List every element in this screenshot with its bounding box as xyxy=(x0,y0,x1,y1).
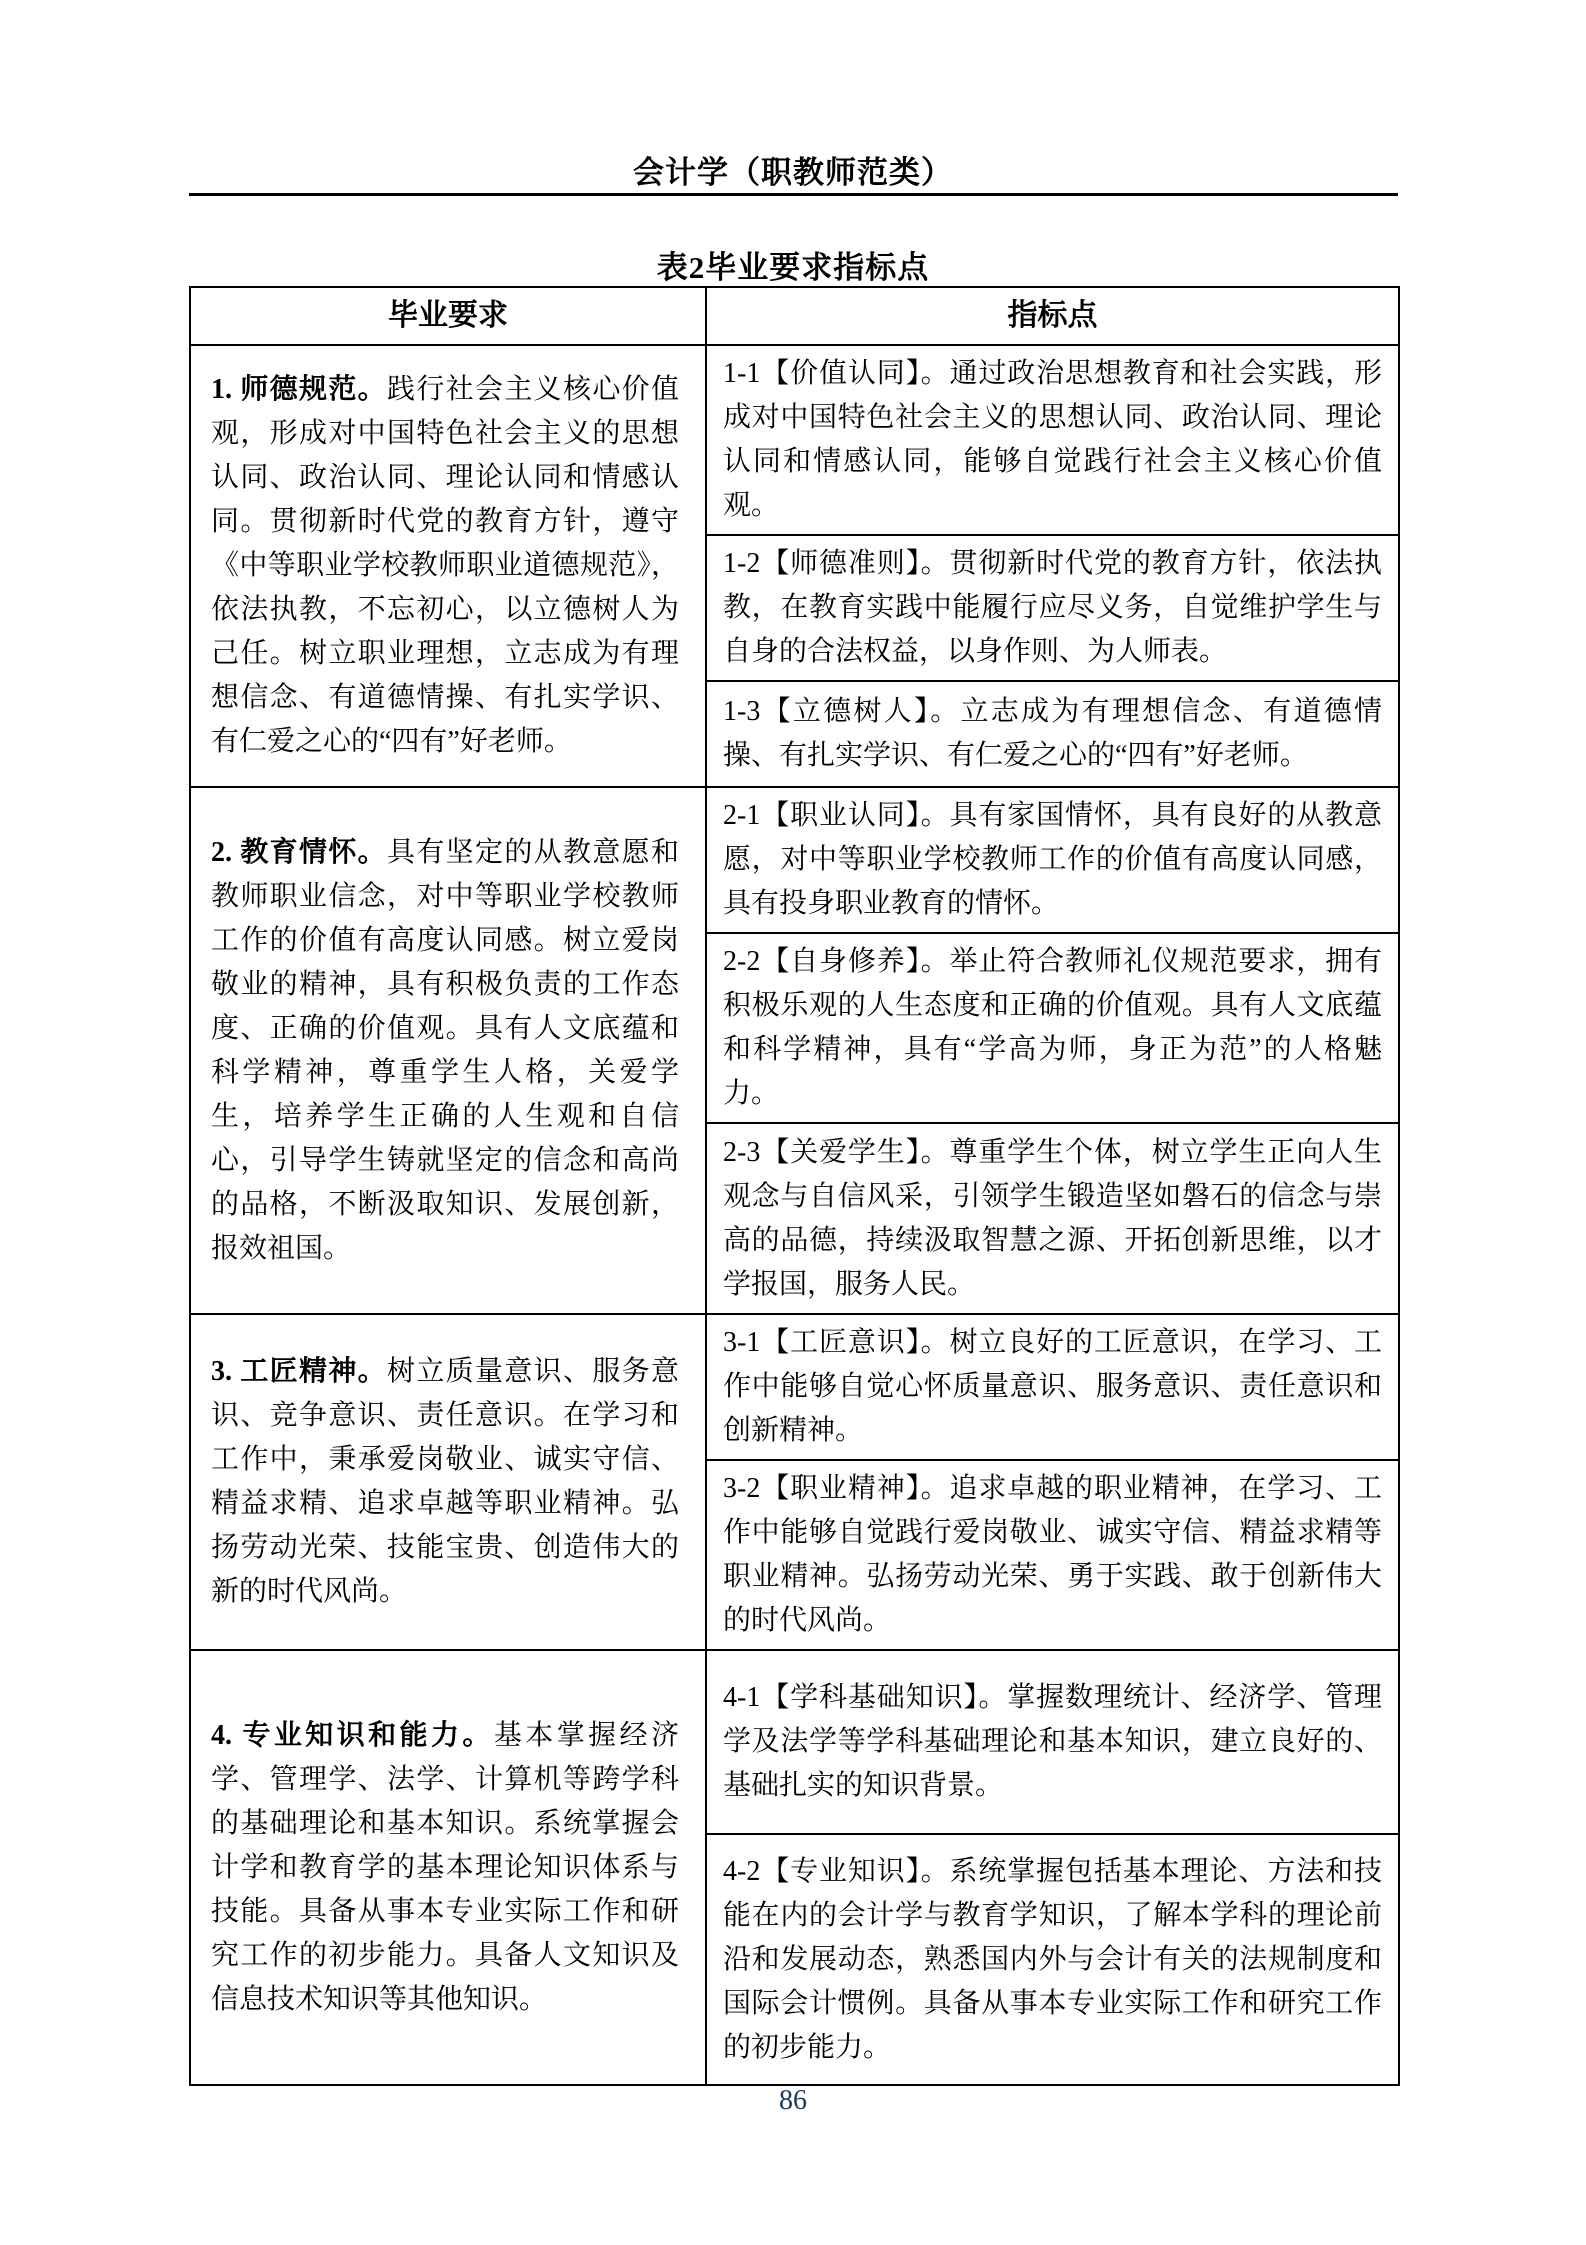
requirement-text: 树立质量意识、服务意识、竞争意识、责任意识。在学习和工作中，秉承爱岗敬业、诚实守信、精益求精、追求卓越等职业精神。弘扬劳动光荣、技能宝贵、创造伟大的新的时代风尚。 xyxy=(211,1356,679,1607)
table-row xyxy=(190,787,1399,933)
indicator-cell: 4-2【专业知识】。系统掌握包括基本理论、方法和技能在内的会计学与教育学知识，了解本学科的理论前沿和发展动态，熟悉国内外与会计有关的法规制度和国际会计惯例。具备从事本专业实际工作和研究工作的初步能力。 xyxy=(706,1834,1399,2085)
table-row xyxy=(190,345,1399,535)
requirement-cell xyxy=(190,787,706,1314)
requirement-cell xyxy=(190,1650,706,2085)
page-header-title: 会计学（职教师范类） xyxy=(633,155,953,190)
indicator-cell: 4-1【学科基础知识】。掌握数理统计、经济学、管理学及法学等学科基础理论和基本知识，建立良好的、基础扎实的知识背景。 xyxy=(706,1650,1399,1834)
table-header-row xyxy=(190,287,1399,345)
indicator-cell: 2-2【自身修养】。举止符合教师礼仪规范要求，拥有积极乐观的人生态度和正确的价值观。具有人文底蕴和科学精神，具有“学高为师，身正为范”的人格魅力。 xyxy=(706,933,1399,1123)
indicator-cell: 3-1【工匠意识】。树立良好的工匠意识，在学习、工作中能够自觉心怀质量意识、服务意识、责任意识和创新精神。 xyxy=(706,1314,1399,1460)
graduation-requirements-table xyxy=(189,286,1400,2086)
indicator-cell: 3-2【职业精神】。追求卓越的职业精神，在学习、工作中能够自觉践行爱岗敬业、诚实守信、精益求精等职业精神。弘扬劳动光荣、勇于实践、敢于创新伟大的时代风尚。 xyxy=(706,1460,1399,1650)
requirement-cell xyxy=(190,345,706,787)
requirement-lead: 3. 工匠精神。 xyxy=(211,1356,387,1387)
requirement-lead: 1. 师德规范。 xyxy=(211,374,387,405)
table-title: 表2毕业要求指标点 xyxy=(656,250,930,285)
requirement-lead: 2. 教育情怀。 xyxy=(211,836,387,868)
requirement-cell xyxy=(190,1314,706,1650)
indicator-cell: 2-1【职业认同】。具有家国情怀，具有良好的从教意愿，对中等职业学校教师工作的价值有高度认同感，具有投身职业教育的情怀。 xyxy=(706,787,1399,933)
table-row xyxy=(190,1650,1399,1834)
table-body xyxy=(190,345,1399,2085)
indicator-cell: 1-1【价值认同】。通过政治思想教育和社会实践，形成对中国特色社会主义的思想认同、政治认同、理论认同和情感认同，能够自觉践行社会主义核心价值观。 xyxy=(706,345,1399,535)
column-header-graduation-requirements: 毕业要求 xyxy=(190,287,706,345)
requirement-text: 基本掌握经济学、管理学、法学、计算机等跨学科的基础理论和基本知识。系统掌握会计学和教育学的基本理论知识体系与技能。具备从事本专业实际工作和研究工作的初步能力。具备人文知识及信息技术知识等其他知识。 xyxy=(211,1719,679,2015)
page-number: 86 xyxy=(779,2085,807,2116)
requirement-lead: 4. 专业知识和能力。 xyxy=(211,1719,494,1751)
indicator-cell: 2-3【关爱学生】。尊重学生个体，树立学生正向人生观念与自信风采，引领学生锻造坚如磐石的信念与崇高的品德，持续汲取智慧之源、开拓创新思维，以才学报国，服务人民。 xyxy=(706,1123,1399,1314)
table-row xyxy=(190,1314,1399,1460)
indicator-cell: 1-2【师德准则】。贯彻新时代党的教育方针，依法执教，在教育实践中能履行应尽义务，自觉维护学生与自身的合法权益，以身作则、为人师表。 xyxy=(706,535,1399,681)
column-header-indicators: 指标点 xyxy=(706,287,1399,345)
requirement-text: 践行社会主义核心价值观，形成对中国特色社会主义的思想认同、政治认同、理论认同和情感认同。贯彻新时代党的教育方针，遵守《中等职业学校教师职业道德规范》，依法执教，不忘初心，以立德树人为己任。树立职业理想，立志成为有理想信念、有道德情操、有扎实学识、有仁爱之心的“四有”好老师。 xyxy=(211,374,679,757)
indicator-cell: 1-3【立德树人】。立志成为有理想信念、有道德情操、有扎实学识、有仁爱之心的“四有”好老师。 xyxy=(706,681,1399,787)
header-rule xyxy=(189,193,1398,196)
requirement-text: 具有坚定的从教意愿和教师职业信念，对中等职业学校教师工作的价值有高度认同感。树立爱岗敬业的精神，具有积极负责的工作态度、正确的价值观。具有人文底蕴和科学精神，尊重学生人格，关爱学生，培养学生正确的人生观和自信心，引导学生铸就坚定的信念和高尚的品格，不断汲取知识、发展创新，报效祖国。 xyxy=(211,836,679,1264)
